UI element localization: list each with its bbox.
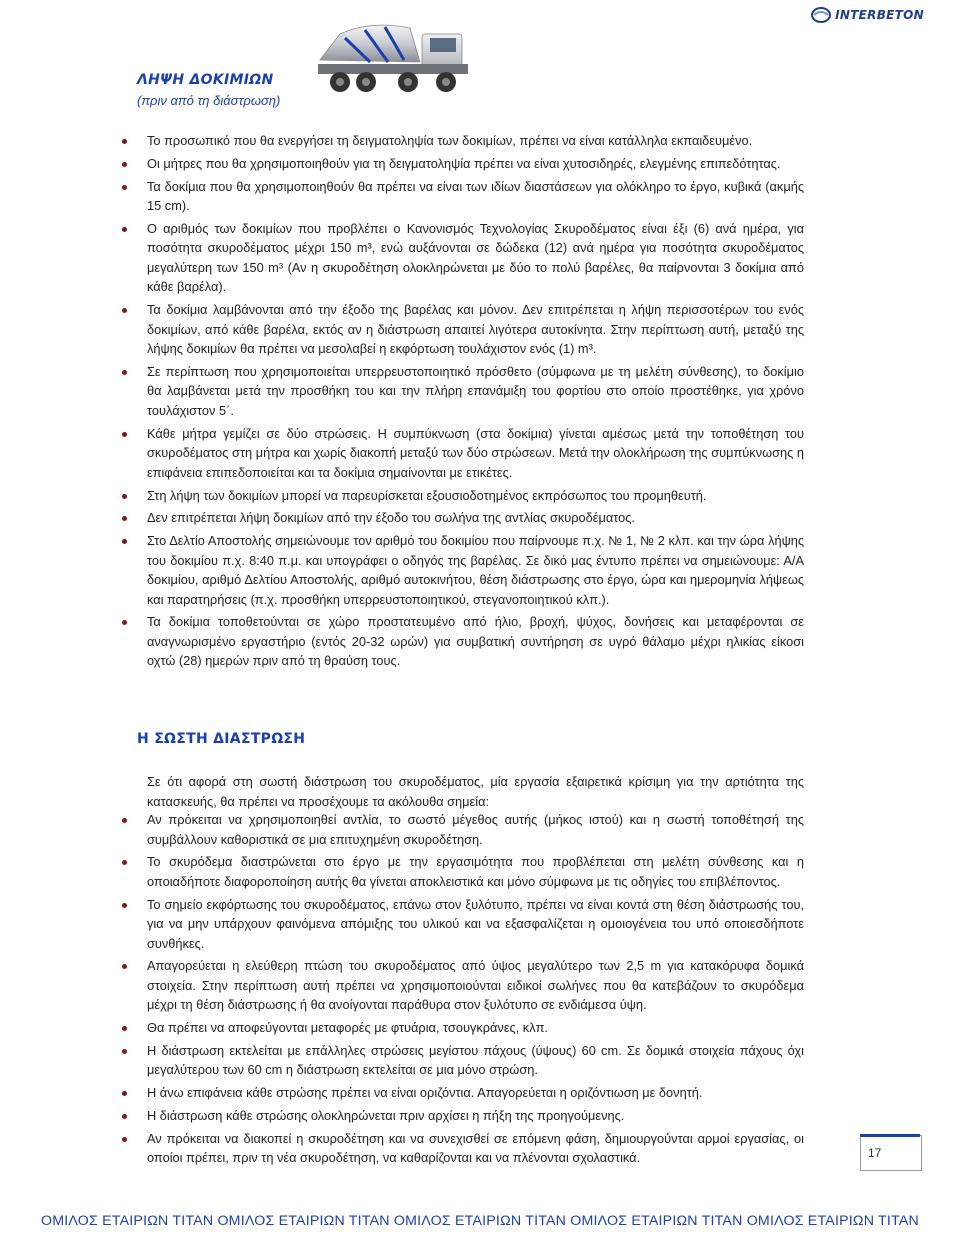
list-item: Το σημείο εκφόρτωσης του σκυροδέματος, επάνω στον ξυλότυπο, πρέπει να είναι κοντά στη θέση διάστρωσής του, για να μην υπάρχουν φαινόμενα απόμιξης του υλικού και να εξασφαλίζεται η ομοιογένεια του υπό οποιεσδήποτε συνθήκες. [120, 895, 804, 954]
list-item: Αν πρόκειται να διακοπεί η σκυροδέτηση και να συνεχισθεί σε επόμενη φάση, δημιουργούνται αρμοί εργασίας, οι οποίοι πρέπει, πριν τη νέα σκυροδέτηση, να καθαρίζονται και να πλένονται σχολαστικά. [120, 1129, 804, 1168]
list-item: Η άνω επιφάνεια κάθε στρώσης πρέπει να είναι οριζόντια. Απαγορεύεται η οριζόντιωση με δονητή. [120, 1083, 804, 1103]
list-item: Τα δοκίμια που θα χρησιμοποιηθούν θα πρέπει να είναι των ιδίων διαστάσεων για ολόκληρο το έργο, κυβικά (ακμής 15 cm). [120, 177, 804, 216]
list-item: Οι μήτρες που θα χρησιμοποιηθούν για τη δειγματοληψία πρέπει να είναι χυτοσιδηρές, ελεγμένης επιπεδότητας. [120, 154, 804, 174]
interbeton-logo [811, 6, 924, 24]
list-item: Στη λήψη των δοκιμίων μπορεί να παρευρίσκεται εξουσιοδοτημένος εκπρόσωπος του προμηθευτή. [120, 486, 804, 506]
placement-bullet-list [120, 810, 804, 1171]
list-item: Το προσωπικό που θα ενεργήσει τη δειγματοληψία των δοκιμίων, πρέπει να είναι κατάλληλα εκπαιδευμένο. [120, 131, 804, 151]
list-item: Η διάστρωση εκτελείται με επάλληλες στρώσεις μεγίστου πάχους (ύψους) 60 cm. Σε δομικά στοιχεία πάχους όχι μεγαλύτερου των 60 cm η διάστρωση εκτελείται σε μια μόνο στρώση. [120, 1041, 804, 1080]
list-item: Η διάστρωση κάθε στρώσης ολοκληρώνεται πριν αρχίσει η πήξη της προηγούμενης. [120, 1106, 804, 1126]
list-item: Στο Δελτίο Αποστολής σημειώνουμε τον αριθμό του δοκιμίου που παίρνουμε π.χ. № 1, № 2 κλπ. και την ώρα λήψης του δοκιμίου π.χ. 8:40 π.μ. και υπογράφει ο οδηγός της βαρέλας. Σε δικό μας έντυπο πρέπει να σημειώνουμε: Α/Α δοκιμίου, αριθμό Δελτίου Αποστολής, αριθμό αυτοκινήτου, θέση διάστρωσης στο έργο, ώρα και ημερομηνία λήψεως και παρατηρήσεις (π.χ. προσθήκη υπερρευστοποιητικού, στεγανοποιητικού κλπ.). [120, 531, 804, 609]
list-item: Αν πρόκειται να χρησιμοποιηθεί αντλία, το σωστό μέγεθος αυτής (μήκος ιστού) και η σωστή τοποθέτησή της συμβάλλουν καθοριστικά σε μια επιτυχημένη σκυροδέτηση. [120, 810, 804, 849]
sampling-bullet-list [120, 131, 804, 674]
list-item: Κάθε μήτρα γεμίζει σε δύο στρώσεις. Η συμπύκνωση (στα δοκίμια) γίνεται αμέσως μετά την τοποθέτηση του σκυροδέματος στη μήτρα και χωρίς διακοπή μεταξύ των δύο στρώσεων. Μετά την ολοκλήρωση της συμπύκνωσης η επιφάνεια επιπεδοποιείται και τα δοκίμια σημαίνονται με ετικέτες. [120, 424, 804, 483]
page-number: 17 [868, 1146, 882, 1160]
list-item: Σε περίπτωση που χρησιμοποιείται υπερρευστοποιητικό πρόσθετο (σύμφωνα με τη μελέτη σύνθεσης), το δοκίμιο θα λαμβάνεται μετά την προσθήκη του και την πλήρη επανάμιξη του φορτίου στο οποίο προστέθηκε, για χρόνο τουλάχιστον 5΄. [120, 362, 804, 421]
list-item: Απαγορεύεται η ελεύθερη πτώση του σκυροδέματος από ύψος μεγαλύτερο των 2,5 m για κατακόρυφα δομικά στοιχεία. Στην περίπτωση αυτή πρέπει να χρησιμοποιούνται ειδικοί σωλήνες που θα κατεβάζουν το σκυρόδεμα μέχρι τη θέση διάστρωσης ή θα ανοίγονται παράθυρα στον ξυλότυπο σε ενδιάμεσα ύψη. [120, 956, 804, 1015]
section-intro-placement: Σε ότι αφορά στη σωστή διάστρωση του σκυροδέματος, μία εργασία εξαιρετικά κρίσιμη για την αρτιότητα της κατασκευής, θα πρέπει να προσέχουμε τα ακόλουθα σημεία: [147, 774, 804, 809]
concrete-mixer-truck-image [300, 12, 480, 104]
logo-swoosh-icon [811, 7, 831, 23]
list-item: Δεν επιτρέπεται λήψη δοκιμίων από την έξοδο του σωλήνα της αντλίας σκυροδέματος. [120, 508, 804, 528]
list-item: Ο αριθμός των δοκιμίων που προβλέπει ο Κανονισμός Τεχνολογίας Σκυροδέματος είναι έξι (6) ανά ημέρα, για ποσότητα σκυροδέματος μέχρι 150 m³, ενώ αυξάνονται σε δώδεκα (12) ανά ημέρα για ποσότητα σκυροδέματος μεγαλύτερη των 150 m³ (Αν η σκυροδέτηση ολοκληρώνεται με δύο το πολύ βαρέλες, θα παίρνονται 3 δοκίμια από κάθε βαρέλα). [120, 219, 804, 297]
list-item: Θα πρέπει να αποφεύγονται μεταφορές με φτυάρια, τσουγκράνες, κλπ. [120, 1018, 804, 1038]
logo-text: INTERBETON [835, 8, 924, 22]
section-title-placement: Η ΣΩΣΤΗ ΔΙΑΣΤΡΩΣΗ [137, 731, 306, 747]
footer-company-band: ΟΜΙΛΟΣ ΕΤΑΙΡΙΩΝ ΤΙΤΑΝ ΟΜΙΛΟΣ ΕΤΑΙΡΙΩΝ ΤΙΤΑΝ ΟΜΙΛΟΣ ΕΤΑΙΡΙΩΝ ΤΙΤΑΝ ΟΜΙΛΟΣ ΕΤΑΙΡΙΩΝ ΤΙΤΑΝ ΟΜΙΛΟΣ ΕΤΑΙΡΙΩΝ ΤΙΤΑΝ [41, 1213, 919, 1229]
section-title-sampling: ΛΗΨΗ ΔΟΚΙΜΙΩΝ [137, 72, 274, 88]
section-subtitle-sampling: (πριν από τη διάστρωση) [137, 93, 281, 108]
page-number-accent-bar [860, 1134, 920, 1137]
list-item: Το σκυρόδεμα διαστρώνεται στο έργο με την εργασιμότητα που προβλέπεται στη μελέτη σύνθεσης και η οποιαδήποτε διαφοροποίηση αυτής θα γίνεται αποκλειστικά και μόνο σύμφωνα με τις οδηγίες του επιβλέποντος. [120, 852, 804, 891]
list-item: Τα δοκίμια τοποθετούνται σε χώρο προστατευμένο από ήλιο, βροχή, ψύχος, δονήσεις και μεταφέρονται σε αναγνωρισμένο εργαστήριο (εντός 20-32 ωρών) για συμβατική συντήρηση σε υγρό θάλαμο μέχρι ηλικίας είκοσι οχτώ (28) ημερών πριν από τη θραύση τους. [120, 612, 804, 671]
list-item: Τα δοκίμια λαμβάνονται από την έξοδο της βαρέλας και μόνον. Δεν επιτρέπεται η λήψη περισσοτέρων του ενός δοκιμίων, από κάθε βαρέλα, εκτός αν η διάστρωση απαιτεί λιγότερα αυτοκίνητα. Στην περίπτωση αυτή, μεταξύ της λήψης δοκιμίων θα πρέπει να μεσολαβεί η εκφόρτωση τουλάχιστον ενός (1) m³. [120, 300, 804, 359]
